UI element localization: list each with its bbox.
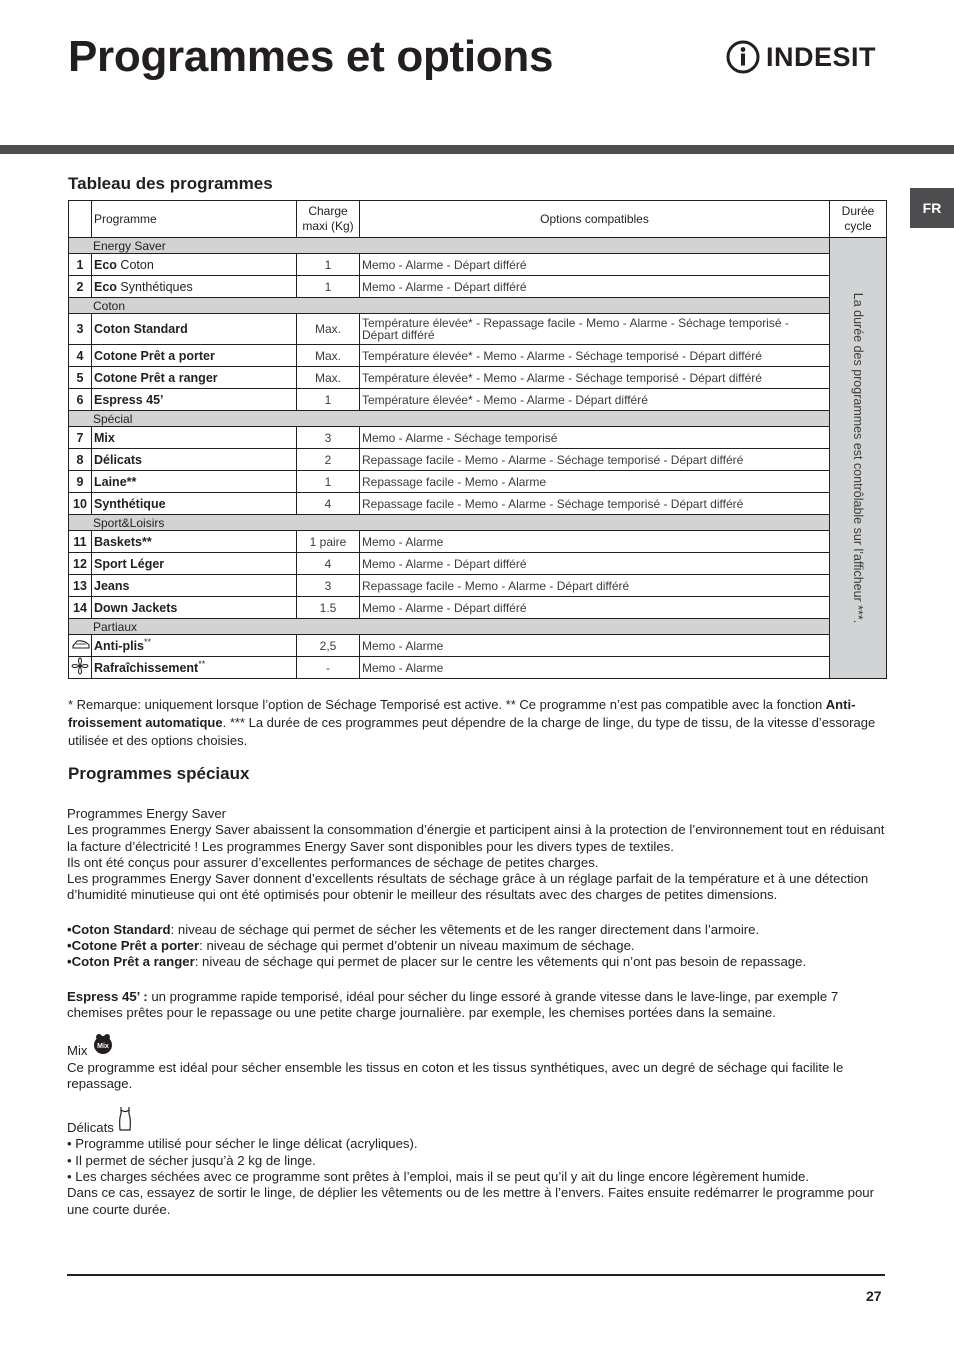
bullet-item: •Coton Prêt a ranger: niveau de séchage qui permet de placer sur le centre les vêtements qui n’ont pas besoin de repassage. — [67, 954, 807, 970]
row-number: 3 — [69, 314, 92, 345]
row-programme: Cotone Prêt a ranger — [92, 367, 297, 389]
row-load: Max. — [297, 367, 360, 389]
row-programme: Eco Synthétiques — [92, 276, 297, 298]
row-load: 1 — [297, 254, 360, 276]
row-programme: Anti-plis** — [92, 635, 297, 657]
row-load: 1 paire — [297, 531, 360, 553]
footer-rule — [67, 1274, 885, 1276]
duration-cell — [830, 238, 887, 679]
row-number: 9 — [69, 471, 92, 493]
row-load: 1 — [297, 471, 360, 493]
table-row — [69, 657, 887, 679]
delicats-title-line — [67, 1106, 889, 1136]
table-header-row — [69, 201, 887, 238]
brand-logo — [726, 40, 876, 74]
table-row — [69, 345, 887, 367]
espress-paragraph: Espress 45’ : un programme rapide temporisé, idéal pour sécher du linge essoré à grande vitesse dans le lave-linge, par exemple 7 chemises prêtes pour le repassage ou une petite charge journalière. par exemple, les chemises portées dans la semaine. — [67, 988, 839, 1020]
group-label: Spécial — [69, 411, 830, 427]
row-number: 10 — [69, 493, 92, 515]
col-options: Options compatibles — [360, 201, 830, 238]
table-row — [69, 427, 887, 449]
row-load: Max. — [297, 314, 360, 345]
row-options: Memo - Alarme — [360, 635, 830, 657]
row-load: 3 — [297, 575, 360, 597]
programme-table — [68, 200, 887, 679]
brand-name: INDESIT — [766, 41, 877, 72]
row-programme: Down Jackets — [92, 597, 297, 619]
delicats-title: Délicats — [67, 1120, 114, 1136]
row-number: 14 — [69, 597, 92, 619]
mix-title-line — [67, 1033, 889, 1059]
table-row — [69, 493, 887, 515]
header-rule — [0, 145, 954, 154]
row-number: 4 — [69, 345, 92, 367]
row-options: Repassage facile - Memo - Alarme — [360, 471, 830, 493]
energy-saver-title: Programmes Energy Saver — [67, 806, 227, 821]
group-row — [69, 411, 887, 427]
row-programme: Eco Coton — [92, 254, 297, 276]
row-programme: Mix — [92, 427, 297, 449]
table-footnote: * Remarque: uniquement lorsque l’option de Séchage Temporisé est active. ** Ce programme n’est pas compatible avec la fonction Anti-froissement automatique. *** La durée de ces programmes peut dépendre de la charge de linge, du type de tissu, de la vitesse d’essorage utilisée et des options choisies. — [68, 697, 876, 748]
energy-saver-p3: Les programmes Energy Saver donnent d’excellents résultats de séchage grâce à un réglage parfait de la température et à une détection d’humidité minutieuse qui ont été optimisés pour obtenir le meilleur des résultats avec des charges de petites dimensions. — [67, 871, 869, 903]
special-heading: Programmes spéciaux — [68, 764, 250, 783]
bullet-item: •Cotone Prêt a porter: niveau de séchage qui permet d’obtenir un niveau maximum de séchage. — [67, 938, 635, 954]
row-programme: Délicats — [92, 449, 297, 471]
table-row — [69, 389, 887, 411]
row-number: 12 — [69, 553, 92, 575]
row-options: Memo - Alarme - Départ différé — [360, 597, 830, 619]
row-options: Memo - Alarme - Départ différé — [360, 254, 830, 276]
table-row — [69, 597, 887, 619]
delicats-list — [67, 1136, 889, 1185]
col-duree: Durée cycle — [830, 201, 887, 238]
bullet-list — [67, 922, 889, 971]
table-row — [69, 471, 887, 493]
energy-saver-p2: Ils ont été conçus pour assurer d’excellentes performances de séchage de petites charges. — [67, 854, 599, 870]
group-label: Energy Saver — [69, 238, 830, 254]
table-row — [69, 635, 887, 657]
row-options: Température élevée* - Memo - Alarme - Séchage temporisé - Départ différé — [360, 345, 830, 367]
row-number: 5 — [69, 367, 92, 389]
table-row — [69, 553, 887, 575]
table-row — [69, 254, 887, 276]
table-row — [69, 449, 887, 471]
group-row — [69, 298, 887, 314]
row-load: 4 — [297, 553, 360, 575]
delicats-tail: Dans ce cas, essayez de sortir le linge, de déplier les vêtements ou de les mettre à l’envers. Faites ensuite redémarrer le programme pour une courte durée. — [67, 1185, 875, 1217]
row-load: 1.5 — [297, 597, 360, 619]
energy-saver-p1: Les programmes Energy Saver abaissent la consommation d’énergie et participent ainsi à la protection de l’environnement tout en réduisant la facture d’électricité ! Les programmes Energy Saver sont disponibles pour les divers types de textiles. — [67, 822, 885, 854]
row-options: Memo - Alarme - Départ différé — [360, 276, 830, 298]
row-load: 2 — [297, 449, 360, 471]
language-tab: FR — [910, 188, 954, 228]
row-programme: Coton Standard — [92, 314, 297, 345]
row-options: Repassage facile - Memo - Alarme - Séchage temporisé - Départ différé — [360, 493, 830, 515]
row-load: 1 — [297, 389, 360, 411]
row-number: 8 — [69, 449, 92, 471]
row-options: Température élevée* - Memo - Alarme - Départ différé — [360, 389, 830, 411]
bullet-item: •Coton Standard: niveau de séchage qui permet de sécher les vêtements et de les ranger directement dans l’armoire. — [67, 921, 760, 937]
row-programme: Laine** — [92, 471, 297, 493]
table-row — [69, 531, 887, 553]
row-options: Memo - Alarme — [360, 657, 830, 679]
duration-note: La durée des programmes est contrôlable sur l’afficheur ***. — [851, 292, 865, 624]
row-programme: Cotone Prêt a porter — [92, 345, 297, 367]
group-row — [69, 619, 887, 635]
page-title: Programmes et options — [68, 32, 554, 81]
iron-icon — [69, 635, 92, 657]
row-options: Memo - Alarme - Séchage temporisé — [360, 427, 830, 449]
row-load: 1 — [297, 276, 360, 298]
mix-text: Ce programme est idéal pour sécher ensemble les tissus en coton et les tissus synthétiques, avec un degré de séchage qui facilite le repassage. — [67, 1059, 844, 1091]
row-options: Température élevée* - Repassage facile - Memo - Alarme - Séchage temporisé - Départ différé — [360, 314, 830, 345]
group-label: Coton — [69, 298, 830, 314]
delicats-item: • Il permet de sécher jusqu’à 2 kg de linge. — [67, 1152, 316, 1168]
row-options: Repassage facile - Memo - Alarme - Départ différé — [360, 575, 830, 597]
row-programme: Sport Léger — [92, 553, 297, 575]
indesit-i-icon — [726, 40, 760, 74]
row-options: Température élevée* - Memo - Alarme - Séchage temporisé - Départ différé — [360, 367, 830, 389]
row-number: 11 — [69, 531, 92, 553]
row-load: Max. — [297, 345, 360, 367]
row-number: 6 — [69, 389, 92, 411]
row-programme: Rafraîchissement** — [92, 657, 297, 679]
page-number: 27 — [866, 1288, 882, 1304]
row-number: 1 — [69, 254, 92, 276]
special-content — [67, 806, 889, 1218]
row-options: Memo - Alarme - Départ différé — [360, 553, 830, 575]
delicats-item: • Programme utilisé pour sécher le linge délicat (acryliques). — [67, 1136, 418, 1152]
row-options: Memo - Alarme — [360, 531, 830, 553]
group-row — [69, 515, 887, 531]
table-row — [69, 575, 887, 597]
col-programme: Programme — [92, 201, 297, 238]
row-load: - — [297, 657, 360, 679]
table-row — [69, 314, 887, 345]
delicats-item: • Les charges séchées avec ce programme sont prêtes à l’emploi, mais il se peut qu’il y ait du linge encore légèrement humide. — [67, 1169, 810, 1185]
row-number: 2 — [69, 276, 92, 298]
col-charge: Charge maxi (Kg) — [297, 201, 360, 238]
mix-title: Mix — [67, 1043, 88, 1059]
group-label: Partiaux — [69, 619, 830, 635]
group-row — [69, 238, 887, 254]
group-label: Sport&Loisirs — [69, 515, 830, 531]
table-row — [69, 367, 887, 389]
row-programme: Synthétique — [92, 493, 297, 515]
svg-text:Mix: Mix — [96, 1043, 109, 1051]
row-number: 13 — [69, 575, 92, 597]
delicate-garment-icon — [118, 1106, 132, 1136]
row-number: 7 — [69, 427, 92, 449]
fan-icon — [69, 657, 92, 679]
row-programme: Baskets** — [92, 531, 297, 553]
table-row — [69, 276, 887, 298]
row-programme: Espress 45’ — [92, 389, 297, 411]
row-programme: Jeans — [92, 575, 297, 597]
mix-icon — [91, 1033, 115, 1059]
row-options: Repassage facile - Memo - Alarme - Séchage temporisé - Départ différé — [360, 449, 830, 471]
row-load: 4 — [297, 493, 360, 515]
table-heading: Tableau des programmes — [68, 174, 273, 193]
row-load: 2,5 — [297, 635, 360, 657]
row-load: 3 — [297, 427, 360, 449]
